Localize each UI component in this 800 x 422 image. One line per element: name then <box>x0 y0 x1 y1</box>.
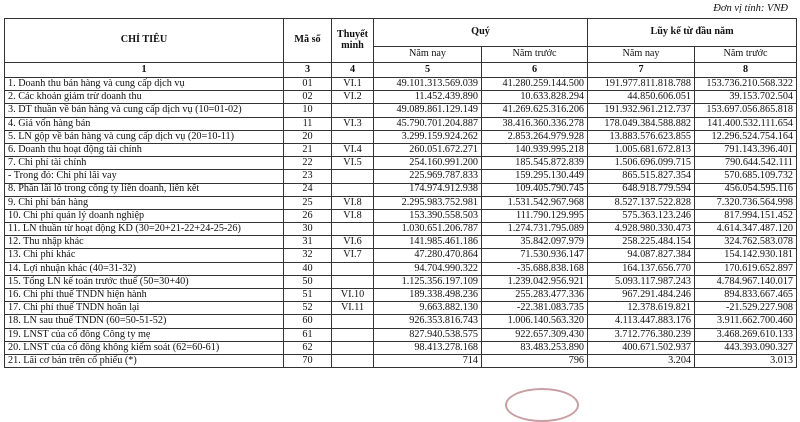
row-code: 22 <box>284 157 332 170</box>
row-quy-nam-nay: 189.338.498.236 <box>374 289 482 302</box>
table-row <box>5 249 797 262</box>
table-row <box>5 262 797 275</box>
table-row <box>5 143 797 156</box>
header-luyke-nam-nay: Năm nay <box>588 47 695 63</box>
row-luyke-nam-nay: 400.671.502.937 <box>588 341 695 354</box>
row-note <box>332 328 374 341</box>
row-code: 32 <box>284 249 332 262</box>
row-note: VI.1 <box>332 78 374 91</box>
row-luyke-nam-nay: 5.093.117.987.243 <box>588 275 695 288</box>
row-label: 14. Lợi nhuận khác (40=31-32) <box>5 262 284 275</box>
table-row <box>5 302 797 315</box>
row-note: VI.5 <box>332 157 374 170</box>
row-code: 52 <box>284 302 332 315</box>
row-code: 23 <box>284 170 332 183</box>
row-note <box>332 341 374 354</box>
row-luyke-nam-truoc: 3.468.269.610.133 <box>695 328 797 341</box>
row-label: 12. Thu nhập khác <box>5 236 284 249</box>
row-note <box>332 183 374 196</box>
row-label: 2. Các khoản giảm trừ doanh thu <box>5 91 284 104</box>
row-quy-nam-nay: 47.280.470.864 <box>374 249 482 262</box>
row-note: VI.2 <box>332 91 374 104</box>
header-chi-tieu: CHỈ TIÊU <box>5 19 284 63</box>
row-quy-nam-truoc: 255.283.477.336 <box>482 289 588 302</box>
table-row <box>5 183 797 196</box>
row-quy-nam-truoc: 2.853.264.979.928 <box>482 130 588 143</box>
row-note: VI.7 <box>332 249 374 262</box>
row-code: 62 <box>284 341 332 354</box>
row-luyke-nam-truoc: -21.529.227.908 <box>695 302 797 315</box>
row-note <box>332 262 374 275</box>
row-code: 25 <box>284 196 332 209</box>
row-code: 70 <box>284 354 332 367</box>
row-luyke-nam-nay: 865.515.827.354 <box>588 170 695 183</box>
row-quy-nam-nay: 714 <box>374 354 482 367</box>
row-code: 10 <box>284 104 332 117</box>
table-row <box>5 328 797 341</box>
row-quy-nam-truoc: -35.688.838.168 <box>482 262 588 275</box>
row-quy-nam-nay: 174.974.912.938 <box>374 183 482 196</box>
row-quy-nam-truoc: 38.416.360.336.278 <box>482 117 588 130</box>
row-luyke-nam-nay: 258.225.484.154 <box>588 236 695 249</box>
col-number: 5 <box>374 63 482 78</box>
row-label: 13. Chi phí khác <box>5 249 284 262</box>
row-quy-nam-nay: 11.452.439.890 <box>374 91 482 104</box>
row-label: 16. Chi phí thuế TNDN hiện hành <box>5 289 284 302</box>
row-note <box>332 223 374 236</box>
row-note <box>332 104 374 117</box>
income-statement-table <box>4 18 797 368</box>
col-number: 1 <box>5 63 284 78</box>
table-row <box>5 354 797 367</box>
row-luyke-nam-nay: 13.883.576.623.855 <box>588 130 695 143</box>
row-quy-nam-nay: 141.985.461.186 <box>374 236 482 249</box>
row-quy-nam-nay: 260.051.672.271 <box>374 143 482 156</box>
row-luyke-nam-truoc: 570.685.109.732 <box>695 170 797 183</box>
row-luyke-nam-nay: 3.712.776.380.239 <box>588 328 695 341</box>
row-code: 60 <box>284 315 332 328</box>
row-quy-nam-truoc: 1.531.542.967.968 <box>482 196 588 209</box>
row-luyke-nam-truoc: 141.400.532.111.654 <box>695 117 797 130</box>
table-row <box>5 157 797 170</box>
row-note: VI.4 <box>332 143 374 156</box>
row-quy-nam-truoc: 796 <box>482 354 588 367</box>
row-luyke-nam-truoc: 153.697.056.865.818 <box>695 104 797 117</box>
row-quy-nam-nay: 49.089.861.129.149 <box>374 104 482 117</box>
row-quy-nam-nay: 225.969.787.833 <box>374 170 482 183</box>
row-luyke-nam-truoc: 7.320.736.564.998 <box>695 196 797 209</box>
row-label: 1. Doanh thu bán hàng và cung cấp dịch vụ <box>5 78 284 91</box>
row-label: 20. LNST của cổ đông không kiểm soát (62=60-61) <box>5 341 284 354</box>
header-quy-nam-truoc: Năm trước <box>482 47 588 63</box>
row-quy-nam-nay: 9.663.882.130 <box>374 302 482 315</box>
row-quy-nam-truoc: 159.295.130.449 <box>482 170 588 183</box>
row-quy-nam-truoc: 140.939.995.218 <box>482 143 588 156</box>
row-luyke-nam-truoc: 154.142.930.181 <box>695 249 797 262</box>
row-luyke-nam-nay: 178.049.384.588.882 <box>588 117 695 130</box>
row-quy-nam-truoc: 1.239.042.956.921 <box>482 275 588 288</box>
row-label: 3. DT thuần về bán hàng và cung cấp dịch vụ (10=01-02) <box>5 104 284 117</box>
row-luyke-nam-truoc: 790.644.542.111 <box>695 157 797 170</box>
row-luyke-nam-truoc: 170.619.652.897 <box>695 262 797 275</box>
row-luyke-nam-nay: 4.113.447.883.176 <box>588 315 695 328</box>
row-quy-nam-nay: 98.413.278.168 <box>374 341 482 354</box>
row-code: 51 <box>284 289 332 302</box>
table-body <box>5 78 797 368</box>
row-luyke-nam-nay: 648.918.779.594 <box>588 183 695 196</box>
row-luyke-nam-truoc: 4.614.347.487.120 <box>695 223 797 236</box>
row-code: 61 <box>284 328 332 341</box>
header-luy-ke: Lũy kế từ đầu năm <box>588 19 797 47</box>
row-quy-nam-nay: 254.160.991.200 <box>374 157 482 170</box>
row-code: 11 <box>284 117 332 130</box>
row-luyke-nam-nay: 1.005.681.672.813 <box>588 143 695 156</box>
table-row <box>5 209 797 222</box>
col-number: 4 <box>332 63 374 78</box>
row-code: 31 <box>284 236 332 249</box>
row-note: VI.8 <box>332 209 374 222</box>
row-quy-nam-nay: 926.353.816.743 <box>374 315 482 328</box>
table-row <box>5 223 797 236</box>
row-note: VI.6 <box>332 236 374 249</box>
row-label: 17. Chi phí thuế TNDN hoãn lại <box>5 302 284 315</box>
row-label: 7. Chi phí tài chính <box>5 157 284 170</box>
row-luyke-nam-truoc: 456.054.595.116 <box>695 183 797 196</box>
row-label: 9. Chi phí bán hàng <box>5 196 284 209</box>
row-code: 30 <box>284 223 332 236</box>
row-label: 11. LN thuần từ hoạt động KD (30=20+21-22+24-25-26) <box>5 223 284 236</box>
table-row <box>5 196 797 209</box>
row-code: 21 <box>284 143 332 156</box>
row-quy-nam-truoc: 83.483.253.890 <box>482 341 588 354</box>
row-quy-nam-nay: 49.101.313.569.039 <box>374 78 482 91</box>
table-row <box>5 236 797 249</box>
row-quy-nam-truoc: 41.280.259.144.500 <box>482 78 588 91</box>
row-quy-nam-truoc: 1.274.731.795.089 <box>482 223 588 236</box>
row-luyke-nam-nay: 164.137.656.770 <box>588 262 695 275</box>
row-quy-nam-truoc: -22.381.083.735 <box>482 302 588 315</box>
col-number: 3 <box>284 63 332 78</box>
row-quy-nam-truoc: 41.269.625.316.206 <box>482 104 588 117</box>
row-quy-nam-truoc: 185.545.872.839 <box>482 157 588 170</box>
row-code: 40 <box>284 262 332 275</box>
unit-label: Đơn vị tính: VNĐ <box>713 3 788 14</box>
row-note: VI.3 <box>332 117 374 130</box>
row-luyke-nam-nay: 575.363.123.246 <box>588 209 695 222</box>
row-luyke-nam-truoc: 791.143.396.401 <box>695 143 797 156</box>
header-thuyet-minh: Thuyết minh <box>332 19 374 63</box>
row-code: 50 <box>284 275 332 288</box>
row-label: 15. Tổng LN kế toán trước thuế (50=30+40) <box>5 275 284 288</box>
row-quy-nam-truoc: 71.530.936.147 <box>482 249 588 262</box>
table-row <box>5 289 797 302</box>
row-label: - Trong đó: Chi phí lãi vay <box>5 170 284 183</box>
header-luyke-nam-truoc: Năm trước <box>695 47 797 63</box>
row-quy-nam-nay: 45.790.701.204.887 <box>374 117 482 130</box>
row-quy-nam-nay: 94.704.990.322 <box>374 262 482 275</box>
row-luyke-nam-truoc: 3.013 <box>695 354 797 367</box>
table-row <box>5 91 797 104</box>
row-label: 18. LN sau thuế TNDN (60=50-51-52) <box>5 315 284 328</box>
row-note <box>332 275 374 288</box>
col-number: 7 <box>588 63 695 78</box>
row-code: 20 <box>284 130 332 143</box>
row-luyke-nam-nay: 191.977.811.818.788 <box>588 78 695 91</box>
row-quy-nam-truoc: 111.790.129.995 <box>482 209 588 222</box>
row-note <box>332 354 374 367</box>
table-row <box>5 341 797 354</box>
row-luyke-nam-nay: 12.378.619.821 <box>588 302 695 315</box>
row-luyke-nam-truoc: 12.296.524.754.164 <box>695 130 797 143</box>
row-note: VI.10 <box>332 289 374 302</box>
row-quy-nam-truoc: 922.657.309.430 <box>482 328 588 341</box>
row-luyke-nam-nay: 4.928.980.330.473 <box>588 223 695 236</box>
row-label: 6. Doanh thu hoạt động tài chính <box>5 143 284 156</box>
row-luyke-nam-nay: 191.932.961.212.737 <box>588 104 695 117</box>
row-luyke-nam-nay: 94.087.827.384 <box>588 249 695 262</box>
row-luyke-nam-truoc: 39.153.702.504 <box>695 91 797 104</box>
row-luyke-nam-nay: 1.506.696.099.715 <box>588 157 695 170</box>
row-note: VI.11 <box>332 302 374 315</box>
table-row <box>5 78 797 91</box>
table-row <box>5 315 797 328</box>
row-luyke-nam-nay: 8.527.137.522.828 <box>588 196 695 209</box>
col-number: 6 <box>482 63 588 78</box>
row-code: 01 <box>284 78 332 91</box>
row-quy-nam-nay: 827.940.538.575 <box>374 328 482 341</box>
table-row <box>5 130 797 143</box>
row-note <box>332 130 374 143</box>
row-label: 5. LN gộp về bán hàng và cung cấp dịch vụ (20=10-11) <box>5 130 284 143</box>
row-label: 19. LNST của cổ đông Công ty mẹ <box>5 328 284 341</box>
row-quy-nam-truoc: 10.633.828.294 <box>482 91 588 104</box>
row-note: VI.8 <box>332 196 374 209</box>
row-luyke-nam-truoc: 443.393.090.327 <box>695 341 797 354</box>
row-luyke-nam-truoc: 153.736.210.568.322 <box>695 78 797 91</box>
row-note <box>332 170 374 183</box>
row-quy-nam-truoc: 109.405.790.745 <box>482 183 588 196</box>
row-code: 24 <box>284 183 332 196</box>
table-row <box>5 117 797 130</box>
red-stamp <box>505 388 579 422</box>
row-luyke-nam-nay: 967.291.484.246 <box>588 289 695 302</box>
row-label: 8. Phần lãi lỗ trong công ty liên doanh, liên kết <box>5 183 284 196</box>
table-row <box>5 275 797 288</box>
row-luyke-nam-nay: 44.850.606.051 <box>588 91 695 104</box>
row-quy-nam-truoc: 1.006.140.563.320 <box>482 315 588 328</box>
row-quy-nam-nay: 2.295.983.752.981 <box>374 196 482 209</box>
row-label: 10. Chi phí quản lý doanh nghiệp <box>5 209 284 222</box>
row-quy-nam-nay: 3.299.159.924.262 <box>374 130 482 143</box>
row-quy-nam-nay: 153.390.558.503 <box>374 209 482 222</box>
row-note <box>332 315 374 328</box>
col-number: 8 <box>695 63 797 78</box>
table-row <box>5 170 797 183</box>
row-quy-nam-nay: 1.125.356.197.109 <box>374 275 482 288</box>
row-quy-nam-nay: 1.030.651.206.787 <box>374 223 482 236</box>
row-label: 4. Giá vốn hàng bán <box>5 117 284 130</box>
table-row <box>5 104 797 117</box>
header-quy: Quý <box>374 19 588 47</box>
row-quy-nam-truoc: 35.842.097.979 <box>482 236 588 249</box>
row-code: 26 <box>284 209 332 222</box>
row-luyke-nam-truoc: 4.784.967.140.017 <box>695 275 797 288</box>
row-luyke-nam-truoc: 817.994.151.452 <box>695 209 797 222</box>
row-luyke-nam-nay: 3.204 <box>588 354 695 367</box>
row-luyke-nam-truoc: 894.833.667.465 <box>695 289 797 302</box>
row-luyke-nam-truoc: 324.762.583.078 <box>695 236 797 249</box>
header-ma-so: Mã số <box>284 19 332 63</box>
row-code: 02 <box>284 91 332 104</box>
row-luyke-nam-truoc: 3.911.662.700.460 <box>695 315 797 328</box>
header-quy-nam-nay: Năm nay <box>374 47 482 63</box>
row-label: 21. Lãi cơ bản trên cổ phiếu (*) <box>5 354 284 367</box>
